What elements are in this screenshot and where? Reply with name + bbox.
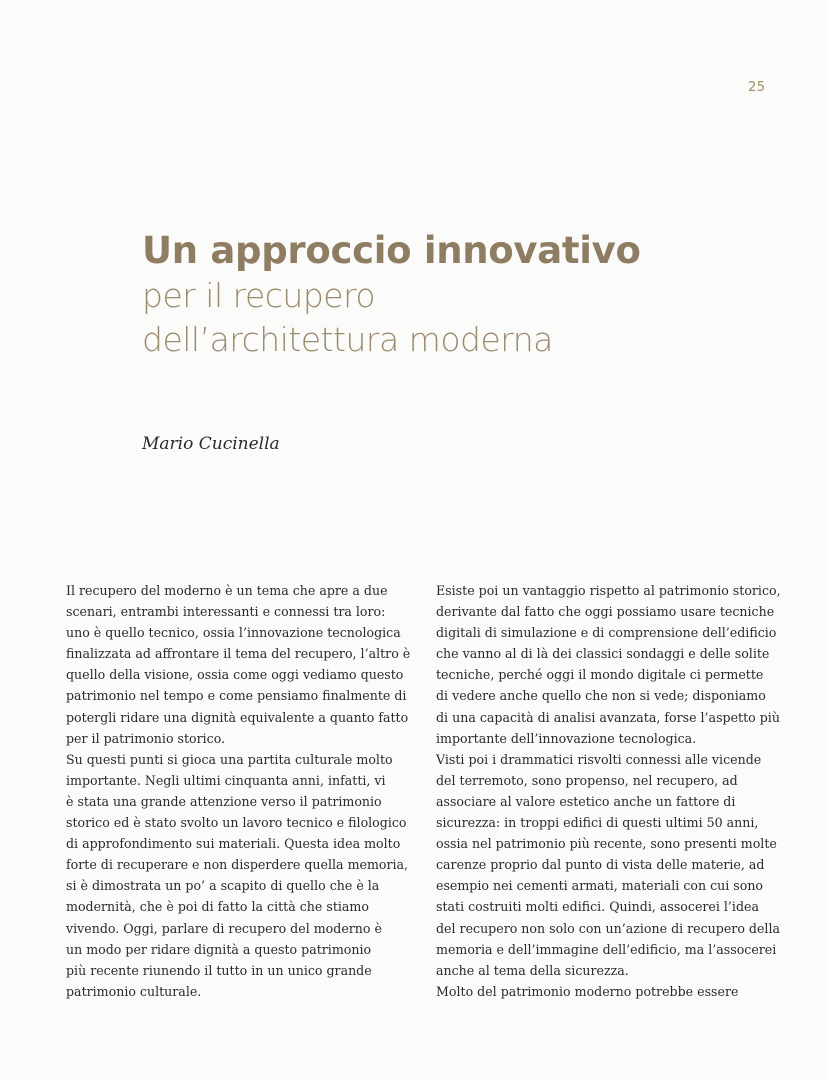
title-block bbox=[142, 228, 782, 362]
text-line: storico ed è stato svolto un lavoro tecnico e filologico bbox=[66, 815, 407, 831]
text-line: Il recupero del moderno è un tema che apre a due bbox=[66, 583, 388, 598]
text-line: importante dell’innovazione tecnologica. bbox=[436, 730, 697, 746]
article-title: Un approccio innovativo bbox=[142, 229, 641, 272]
text-line: derivante dal fatto che oggi possiamo usare tecniche bbox=[436, 604, 775, 620]
text-line: quello della visione, ossia come oggi vediamo questo bbox=[66, 667, 404, 683]
text-line: forte di recuperare e non disperdere quella memoria, bbox=[66, 857, 409, 873]
text-line: esempio nei cementi armati, materiali con cui sono bbox=[436, 878, 764, 894]
text-line: anche al tema della sicurezza. bbox=[436, 962, 629, 978]
article-subtitle-line-1: per il recupero bbox=[142, 276, 376, 315]
text-line: potergli ridare una dignità equivalente a quanto fatto bbox=[66, 709, 409, 725]
text-line: digitali di simulazione e di comprensione dell’edificio bbox=[436, 625, 777, 641]
text-line: di vedere anche quello che non si vede; disponiamo bbox=[436, 688, 766, 704]
author-name: Mario Cucinella bbox=[142, 434, 280, 454]
text-line: per il patrimonio storico. bbox=[66, 730, 226, 746]
text-line: carenze proprio dal punto di vista delle materie, ad bbox=[436, 857, 765, 873]
text-line: associare al valore estetico anche un fattore di bbox=[436, 793, 736, 809]
text-line: memoria e dell’immagine dell’edificio, ma l’assocerei bbox=[436, 941, 777, 957]
article-subtitle-line-2: dell’architettura moderna bbox=[142, 320, 553, 359]
text-line: è stata una grande attenzione verso il patrimonio bbox=[66, 793, 382, 809]
text-line: stati costruiti molti edifici. Quindi, assocerei l’idea bbox=[436, 899, 759, 915]
text-line: Molto del patrimonio moderno potrebbe essere bbox=[436, 983, 739, 999]
text-line: ossia nel patrimonio più recente, sono presenti molte bbox=[436, 836, 777, 852]
text-line: patrimonio culturale. bbox=[66, 983, 202, 999]
text-line: di una capacità di analisi avanzata, forse l’aspetto più bbox=[436, 709, 780, 725]
text-line: un modo per ridare dignità a questo patrimonio bbox=[66, 941, 372, 957]
text-line: Visti poi i drammatici risvolti connessi alle vicende bbox=[436, 751, 762, 767]
text-line: Su questi punti si gioca una partita culturale molto bbox=[66, 751, 393, 767]
text-line: più recente riunendo il tutto in un unico grande bbox=[66, 962, 372, 978]
text-line: scenari, entrambi interessanti e connessi tra loro: bbox=[66, 604, 386, 620]
text-line: modernità, che è poi di fatto la città che stiamo bbox=[66, 899, 369, 915]
text-line: Esiste poi un vantaggio rispetto al patrimonio storico, bbox=[436, 583, 781, 598]
text-line: che vanno al di là dei classici sondaggi e delle solite bbox=[436, 646, 770, 662]
text-line: si è dimostrata un po’ a scapito di quello che è la bbox=[66, 878, 380, 894]
text-line: del terremoto, sono propenso, nel recupero, ad bbox=[436, 772, 738, 788]
text-line: finalizzata ad affrontare il tema del recupero, l’altro è bbox=[66, 646, 411, 662]
text-line: importante. Negli ultimi cinquanta anni, infatti, vi bbox=[66, 772, 386, 788]
text-line: patrimonio nel tempo e come pensiamo finalmente di bbox=[66, 688, 407, 704]
text-line: uno è quello tecnico, ossia l’innovazione tecnologica bbox=[66, 625, 401, 641]
text-line: di approfondimento sui materiali. Questa idea molto bbox=[66, 836, 401, 852]
page-number: 25 bbox=[748, 80, 766, 95]
body-column-right bbox=[436, 580, 781, 1002]
text-line: tecniche, perché oggi il mondo digitale ci permette bbox=[436, 667, 764, 683]
text-line: vivendo. Oggi, parlare di recupero del moderno è bbox=[66, 920, 382, 936]
text-line: del recupero non solo con un’azione di recupero della bbox=[436, 920, 780, 936]
body-column-left bbox=[66, 580, 411, 1002]
text-line: sicurezza: in troppi edifici di questi ultimi 50 anni, bbox=[436, 815, 759, 831]
